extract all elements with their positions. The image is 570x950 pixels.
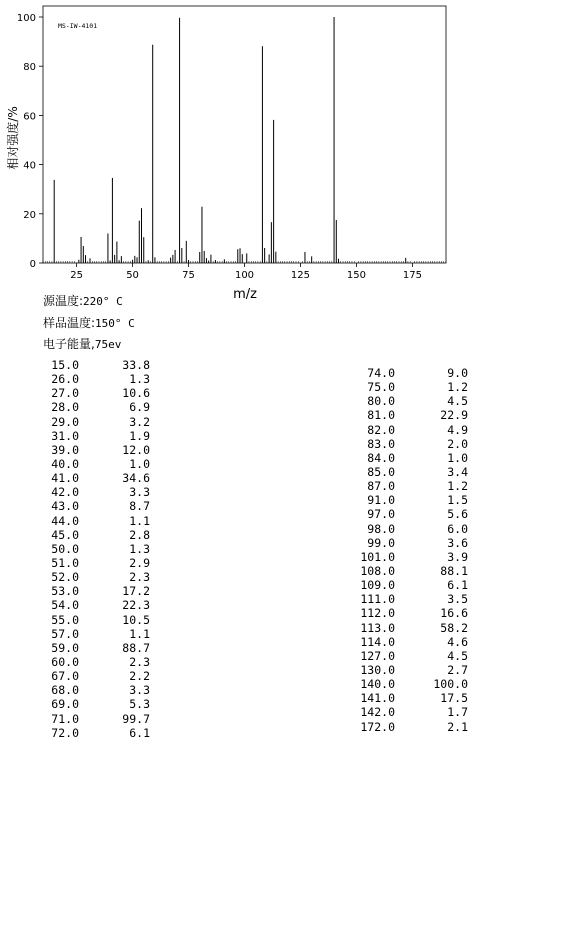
peak-intensity-value: 3.3 [129,485,150,500]
peak-intensity-value: 17.5 [440,691,468,706]
peak-intensity-value: 5.6 [447,507,468,522]
peak-intensity-value: 2.7 [447,662,468,677]
peak-intensity-value: 2.2 [129,669,150,684]
peak-mz-value: 98.0 [367,521,395,536]
peak-mz-value: 51.0 [51,555,79,570]
peak-mz-value: 91.0 [367,493,395,508]
peak-mz-value: 84.0 [367,450,395,465]
peak-intensity-value: 1.5 [447,493,468,508]
peak-intensity-value: 3.6 [447,535,468,550]
peak-mz-value: 69.0 [51,697,79,712]
peak-intensity-value: 100.0 [433,677,468,692]
peak-mz-value: 55.0 [51,612,79,627]
mass-spectrum-chart [0,0,570,300]
y-tick-label: 60 [23,111,36,123]
peak-intensity-value: 8.7 [129,499,150,514]
peak-intensity-value: 1.0 [129,456,150,471]
x-tick-label: 50 [126,270,139,281]
peak-mz-value: 141.0 [360,691,395,706]
peak-mz-value: 54.0 [51,598,79,613]
sample-temperature-value: 150° C [95,317,135,330]
peak-mz-value: 112.0 [360,606,395,621]
peak-mz-value: 140.0 [360,677,395,692]
peak-mz-value: 97.0 [367,507,395,522]
peak-intensity-value: 22.3 [122,598,150,613]
peak-mz-value: 108.0 [360,563,395,578]
source-temperature-value: 220° C [83,295,123,308]
peak-mz-value: 41.0 [51,471,79,486]
peak-intensity-value: 34.6 [122,471,150,486]
peak-intensity-value: 4.5 [447,394,468,409]
peak-mz-value: 74.0 [367,366,395,380]
peak-mz-value: 130.0 [360,662,395,677]
peak-intensity-value: 3.5 [447,592,468,607]
sample-temperature-label: 样品温度: [43,316,96,330]
peak-mz-value: 80.0 [367,394,395,409]
source-temperature-label: 源温度: [43,294,84,308]
peak-mz-value: 114.0 [360,634,395,649]
peak-mz-value: 72.0 [51,725,79,740]
peak-mz-value: 113.0 [360,620,395,635]
y-axis-ticks [17,13,43,270]
peak-mz-value: 43.0 [51,499,79,514]
peak-intensity-value: 4.5 [447,648,468,663]
peak-intensity-value: 1.1 [129,513,150,528]
peak-intensity-value: 6.1 [447,578,468,593]
peak-mz-value: 27.0 [51,386,79,401]
peak-bars [54,17,406,263]
peak-mz-value: 50.0 [51,541,79,556]
peak-mz-value: 172.0 [360,719,395,734]
peak-mz-value: 44.0 [51,513,79,528]
y-tick-label: 20 [23,209,36,221]
x-axis-ticks [70,263,422,281]
peak-mz-value: 53.0 [51,584,79,599]
peak-intensity-value: 16.6 [440,606,468,621]
peak-intensity-value: 10.6 [122,386,150,401]
y-tick-label: 100 [16,13,36,24]
peak-intensity-value: 2.1 [447,719,468,734]
peak-intensity-value: 58.2 [440,620,468,635]
peak-intensity-value: 1.2 [447,380,468,395]
peak-intensity-value: 2.8 [129,527,150,542]
peak-intensity-value: 1.3 [129,541,150,556]
x-tick-label: 100 [234,270,255,281]
peak-mz-value: 82.0 [367,422,395,437]
x-tick-label: 125 [290,270,311,281]
peak-mz-value: 101.0 [360,549,395,564]
peak-intensity-value: 3.2 [129,414,150,429]
peak-mz-value: 67.0 [51,669,79,684]
y-axis-label: 相对强度/% [6,106,20,170]
peak-mz-value: 42.0 [51,485,79,500]
peak-intensity-value: 6.9 [129,400,150,415]
peak-intensity-value: 2.3 [129,654,150,669]
peak-intensity-value: 17.2 [122,584,150,599]
peak-mz-value: 87.0 [367,479,395,494]
y-tick-label: 40 [23,160,36,172]
peak-intensity-value: 99.7 [122,711,150,726]
peak-mz-value: 60.0 [51,654,79,669]
peak-mz-value: 26.0 [51,372,79,387]
peak-mz-value: 83.0 [367,436,395,451]
peak-intensity-value: 3.9 [447,549,468,564]
peak-intensity-value: 3.3 [129,683,150,698]
y-tick-label: 80 [23,62,36,74]
peak-intensity-value: 3.4 [447,464,468,479]
peak-intensity-value: 2.0 [447,436,468,451]
source-temperature [43,292,123,309]
peak-mz-value: 45.0 [51,527,79,542]
peak-mz-value: 57.0 [51,626,79,641]
peak-mz-value: 39.0 [51,442,79,457]
electron-energy [43,335,121,352]
peak-intensity-value: 1.1 [129,626,150,641]
peak-intensity-value: 4.9 [447,422,468,437]
peak-mz-value: 111.0 [360,592,395,607]
peak-intensity-value: 88.1 [440,563,468,578]
peak-intensity-value: 1.9 [129,428,150,443]
plot-frame [43,6,446,263]
x-tick-label: 150 [346,270,366,281]
peak-intensity-value: 2.9 [129,555,150,570]
x-axis-label: m/z [233,287,257,300]
peak-intensity-value: 88.7 [122,640,150,655]
peak-intensity-value: 22.9 [440,408,468,423]
peak-intensity-value: 10.5 [122,612,150,627]
peak-intensity-value: 1.2 [447,479,468,494]
peak-mz-value: 59.0 [51,640,79,655]
peak-intensity-value: 1.3 [129,372,150,387]
peak-mz-value: 28.0 [51,400,79,415]
peak-intensity-value: 12.0 [122,442,150,457]
peak-intensity-value: 4.6 [447,634,468,649]
peak-mz-value: 81.0 [367,408,395,423]
peak-intensity-value: 9.0 [447,366,468,380]
peak-intensity-value: 5.3 [129,697,150,712]
peak-intensity-value: 2.3 [129,570,150,585]
x-tick-label: 25 [70,270,83,281]
peak-intensity-value: 1.0 [447,450,468,465]
y-tick-label: 0 [29,259,36,270]
electron-energy-label: 电子能量, [43,337,95,351]
peak-intensity-value: 1.7 [447,705,468,720]
electron-energy-value: 75ev [94,338,122,351]
peak-intensity-value: 6.0 [447,521,468,536]
peak-mz-value: 109.0 [360,578,395,593]
peak-intensity-value: 6.1 [129,725,150,740]
peak-mz-value: 71.0 [51,711,79,726]
peak-mz-value: 31.0 [51,428,79,443]
spectrum-id-annotation: MS-IW-4101 [58,22,98,30]
peak-intensity-value: 33.8 [122,358,150,372]
peak-mz-value: 68.0 [51,683,79,698]
peak-mz-value: 15.0 [51,358,79,372]
peak-mz-value: 75.0 [367,380,395,395]
peak-mz-value: 99.0 [367,535,395,550]
peak-mz-value: 85.0 [367,464,395,479]
x-tick-label: 75 [182,270,195,281]
peak-mz-value: 40.0 [51,456,79,471]
peak-mz-value: 142.0 [360,705,395,720]
peak-mz-value: 29.0 [51,414,79,429]
sample-temperature [43,314,135,331]
peak-mz-value: 52.0 [51,570,79,585]
x-tick-label: 175 [402,270,422,281]
peak-mz-value: 127.0 [360,648,395,663]
